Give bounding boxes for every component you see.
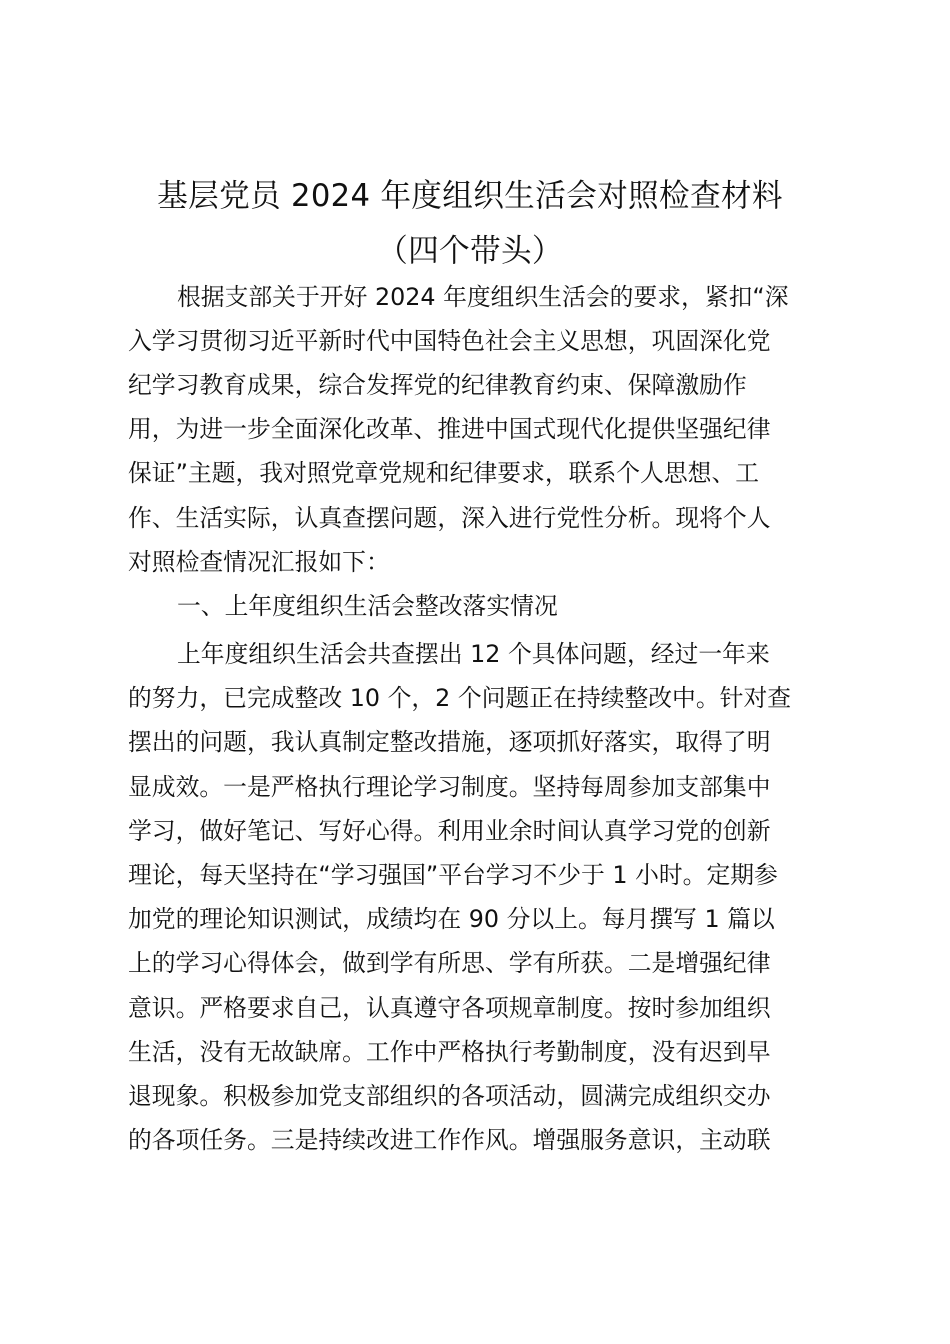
paragraph-line: 上的学习心得体会，做到学有所思、学有所获。二是增强纪律 <box>128 949 771 977</box>
paragraph-line: 退现象。积极参加党支部组织的各项活动，圆满完成组织交办 <box>128 1082 771 1110</box>
paragraph-line: 上年度组织生活会共查摆出 12 个具体问题，经过一年来 <box>177 640 770 668</box>
paragraph-line: 显成效。一是严格执行理论学习制度。坚持每周参加支部集中 <box>128 773 771 801</box>
section-heading: 一、上年度组织生活会整改落实情况 <box>177 592 558 620</box>
document-subtitle: （四个带头） <box>377 233 563 269</box>
paragraph-line: 加党的理论知识测试，成绩均在 90 分以上。每月撰写 1 篇以 <box>128 905 775 933</box>
paragraph-line: 纪学习教育成果，综合发挥党的纪律教育约束、保障激励作 <box>128 371 747 399</box>
paragraph-line: 的各项任务。三是持续改进工作作风。增强服务意识，主动联 <box>128 1126 771 1154</box>
paragraph-line: 意识。严格要求自己，认真遵守各项规章制度。按时参加组织 <box>128 994 771 1022</box>
paragraph-line: 入学习贯彻习近平新时代中国特色社会主义思想，巩固深化党 <box>128 327 771 355</box>
paragraph-line: 摆出的问题，我认真制定整改措施，逐项抓好落实，取得了明 <box>128 728 771 756</box>
paragraph-line: 根据支部关于开好 2024 年度组织生活会的要求，紧扣“深 <box>177 283 789 311</box>
paragraph-line: 的努力，已完成整改 10 个，2 个问题正在持续整改中。针对查 <box>128 684 792 712</box>
paragraph-line: 保证”主题，我对照党章党规和纪律要求，联系个人思想、工 <box>128 459 760 487</box>
document-title: 基层党员 2024 年度组织生活会对照检查材料 <box>157 178 783 214</box>
paragraph-line: 生活，没有无故缺席。工作中严格执行考勤制度，没有迟到早 <box>128 1038 771 1066</box>
paragraph-line: 理论，每天坚持在“学习强国”平台学习不少于 1 小时。定期参 <box>128 861 778 889</box>
paragraph-line: 学习，做好笔记、写好心得。利用业余时间认真学习党的创新 <box>128 817 771 845</box>
paragraph-line: 作、生活实际，认真查摆问题，深入进行党性分析。现将个人 <box>128 504 771 532</box>
paragraph-line: 用，为进一步全面深化改革、推进中国式现代化提供坚强纪律 <box>128 415 771 443</box>
paragraph-line: 对照检查情况汇报如下： <box>128 548 390 576</box>
